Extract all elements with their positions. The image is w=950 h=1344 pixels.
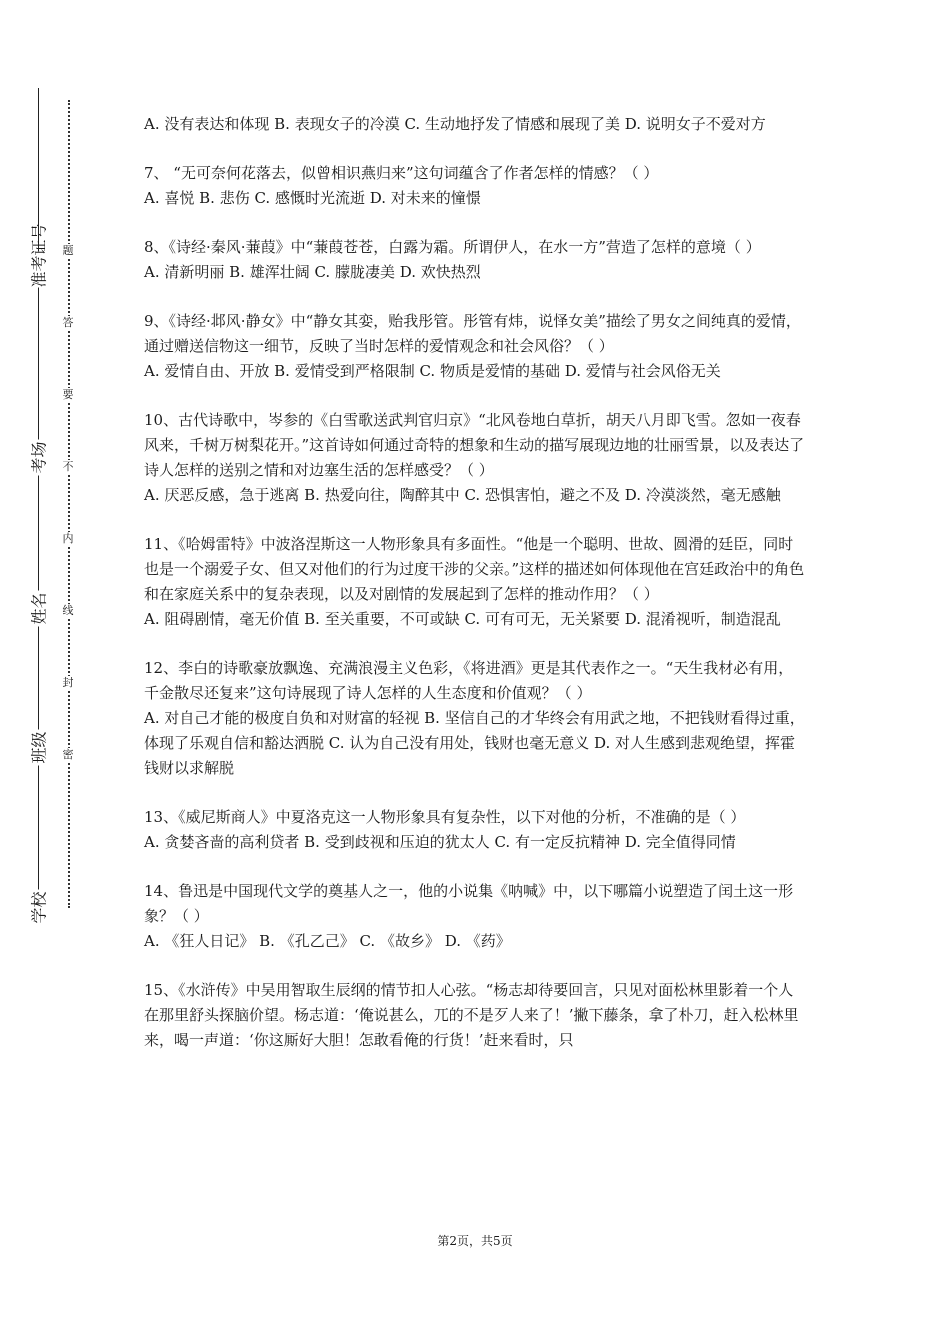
question-11: [144, 532, 808, 632]
question-stem: 13、《威尼斯商人》中夏洛克这一人物形象具有复杂性，以下对他的分析，不准确的是（ ）: [144, 808, 746, 826]
question-6-options: [144, 112, 808, 137]
name-label: 姓名: [27, 591, 50, 627]
question-8: [144, 235, 808, 285]
exam-room-label: 考场: [27, 440, 50, 476]
question-stem: 11、《哈姆雷特》中波洛涅斯这一人物形象具有多面性。“他是一个聪明、世故、圆滑的廷臣，同时也是一个溺爱子女、但又对他们的行为过度干涉的父亲。”这样的描述如何体现他在宫廷政治中的角色和在家庭关系中的复杂表现，以及对剧情的发展起到了怎样的推动作用？（ ）: [144, 535, 805, 603]
question-15: [144, 978, 808, 1053]
seal-char: 答: [58, 316, 78, 330]
info-line: [38, 88, 39, 920]
answer-options: A. 喜悦 B. 悲伤 C. 感慨时光流逝 D. 对未来的憧憬: [144, 189, 481, 207]
question-stem: 10、古代诗歌中，岑参的《白雪歌送武判官归京》“北风卷地白草折，胡天八月即飞雪。忽如一夜春风来，千树万树梨花开。”这首诗如何通过奇特的想象和生动的描写展现边地的壮丽雪景，以及表达了诗人怎样的送别之情和对边塞生活的怎样感受？（ ）: [144, 411, 805, 479]
seal-char: 封: [58, 676, 78, 690]
question-stem: 7、 “无可奈何花落去，似曾相识燕归来”这句词蕴含了作者怎样的情感？（ ）: [144, 164, 659, 182]
question-14: [144, 879, 808, 954]
question-stem: 9、《诗经·邶风·静女》中“静女其娈，贻我彤管。彤管有炜，说怿女美”描绘了男女之间纯真的爱情，通过赠送信物这一细节，反映了当时怎样的爱情观念和社会风俗？（ ）: [144, 312, 801, 355]
seal-char: 内: [58, 532, 78, 546]
question-12: [144, 656, 808, 781]
binding-margin: [0, 0, 120, 1344]
question-stem: 12、李白的诗歌豪放飘逸、充满浪漫主义色彩，《将进酒》更是其代表作之一。“天生我材必有用，千金散尽还复来”这句诗展现了诗人怎样的人生态度和价值观？（ ）: [144, 659, 794, 702]
seal-char: 题: [58, 244, 78, 258]
question-stem: 15、《水浒传》中吴用智取生辰纲的情节扣人心弦。“杨志却待要回言，只见对面松林里影着一个人在那里舒头探脑价望。杨志道：‘俺说甚么，兀的不是歹人来了！’撇下藤条，拿了朴刀，赶入松林里来，喝一声道：‘你这厮好大胆！怎敢看俺的行货！’赶来看时，只: [144, 981, 799, 1049]
question-10: [144, 408, 808, 508]
answer-options: A. 贪婪吝啬的高利贷者 B. 受到歧视和压迫的犹太人 C. 有一定反抗精神 D. 完全值得同情: [144, 833, 736, 851]
seal-char: 线: [58, 604, 78, 618]
answer-options: A. 清新明丽 B. 雄浑壮阔 C. 朦胧凄美 D. 欢快热烈: [144, 263, 481, 281]
question-list: [144, 112, 808, 1077]
answer-options: A. 没有表达和体现 B. 表现女子的冷漠 C. 生动地抒发了情感和展现了美 D. 说明女子不爱对方: [144, 115, 766, 133]
seal-line: [68, 100, 70, 908]
exam-number-label: 准考证号: [27, 252, 50, 288]
class-label: 班级: [27, 730, 50, 766]
answer-options: A. 对自己才能的极度自负和对财富的轻视 B. 坚信自己的才华终会有用武之地，不把钱财看得过重，体现了乐观自信和豁达洒脱 C. 认为自己没有用处，钱财也毫无意义 D. 对人生感到悲观绝望，挥霍钱财以求解脱: [144, 709, 805, 777]
answer-options: A. 《狂人日记》 B. 《孔乙己》 C. 《故乡》 D. 《药》: [144, 932, 511, 950]
answer-options: A. 阻碍剧情，毫无价值 B. 至关重要，不可或缺 C. 可有可无，无关紧要 D. 混淆视听，制造混乱: [144, 610, 781, 628]
school-label: 学校: [27, 890, 50, 926]
answer-options: A. 厌恶反感，急于逃离 B. 热爱向往，陶醉其中 C. 恐惧害怕，避之不及 D. 冷漠淡然，毫无感触: [144, 486, 781, 504]
answer-options: A. 爱情自由、开放 B. 爱情受到严格限制 C. 物质是爱情的基础 D. 爱情与社会风俗无关: [144, 362, 721, 380]
seal-char: 要: [58, 388, 78, 402]
question-stem: 14、鲁迅是中国现代文学的奠基人之一，他的小说集《呐喊》中，以下哪篇小说塑造了闰土这一形象？（ ）: [144, 882, 794, 925]
seal-char: 不: [58, 460, 78, 474]
question-7: [144, 161, 808, 211]
question-9: [144, 309, 808, 384]
seal-char: 密: [58, 748, 78, 762]
page-number: 第2页，共5页: [437, 1234, 513, 1248]
question-13: [144, 805, 808, 855]
question-stem: 8、《诗经·秦风·蒹葭》中“蒹葭苍苍，白露为霜。所谓伊人，在水一方”营造了怎样的意境（ ）: [144, 238, 761, 256]
